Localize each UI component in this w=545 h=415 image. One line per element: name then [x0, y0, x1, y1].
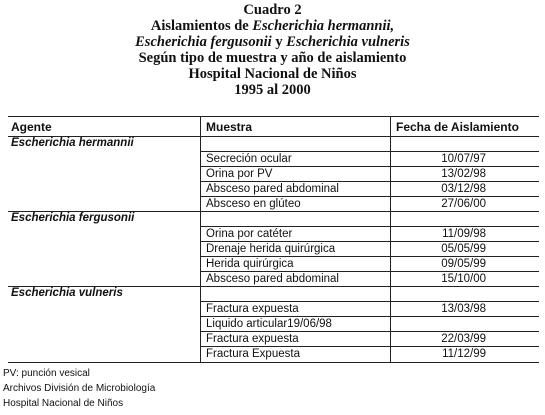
row-rule	[200, 151, 539, 152]
table-caption	[0, 2, 545, 98]
date-cell: 03/12/98	[441, 183, 486, 195]
date-cell: 13/03/98	[441, 303, 486, 315]
sample-cell: Fractura expuesta	[206, 303, 299, 315]
row-rule	[200, 166, 539, 167]
sample-cell: Drenaje herida quirúrgica	[206, 243, 336, 255]
sample-cell: Absceso en glúteo	[206, 198, 301, 210]
sample-cell: Liquido articular19/06/98	[206, 318, 332, 330]
sample-cell: Fractura Expuesta	[206, 348, 300, 360]
sample-cell: Secreción ocular	[206, 153, 292, 165]
date-cell: 11/09/98	[442, 228, 486, 240]
date-cell: 13/02/98	[441, 168, 486, 180]
date-cell: 05/05/99	[441, 243, 486, 255]
footnote: PV: punción vesical	[3, 368, 90, 379]
table-bottom-rule	[8, 362, 539, 363]
row-rule	[200, 181, 539, 182]
date-cell: 11/12/99	[442, 348, 486, 360]
row-rule	[200, 226, 539, 227]
sample-cell: Fractura expuesta	[206, 333, 299, 345]
header-sample: Muestra	[206, 120, 253, 134]
sample-cell: Herida quirúrgica	[206, 258, 294, 270]
row-rule	[200, 241, 539, 242]
group-name: Escherichia fergusonii	[11, 212, 135, 224]
caption-line-2: Aislamientos de Escherichia hermannii,	[150, 18, 395, 34]
row-rule	[200, 316, 539, 317]
sample-cell: Absceso pared abdominal	[206, 273, 339, 285]
sample-cell: Absceso pared abdominal	[206, 183, 339, 195]
table-top-rule	[8, 116, 539, 117]
row-rule	[200, 196, 539, 197]
group-name: Escherichia hermannii	[11, 137, 134, 149]
header-agent: Agente	[11, 120, 52, 134]
group-name: Escherichia vulneris	[11, 287, 123, 299]
header-date: Fecha de Aislamiento	[396, 120, 519, 134]
sample-cell: Orina por catéter	[206, 228, 293, 240]
date-cell: 27/06/00	[441, 198, 486, 210]
date-cell: 09/05/99	[441, 258, 486, 270]
row-rule	[200, 346, 539, 347]
caption-line-5: Hospital Nacional de Niños	[188, 66, 357, 82]
caption-line-6: 1995 al 2000	[234, 82, 311, 98]
row-rule	[200, 271, 539, 272]
row-rule	[200, 331, 539, 332]
footnote: Archivos División de Microbiología	[3, 383, 156, 394]
sample-cell: Orina por PV	[206, 168, 273, 180]
footnote: Hospital Nacional de Niños	[3, 398, 124, 409]
footnotes	[3, 366, 155, 411]
caption-number: Cuadro 2	[243, 2, 302, 18]
row-rule	[200, 301, 539, 302]
date-cell: 22/03/99	[441, 333, 486, 345]
caption-line-4: Según tipo de muestra y año de aislamiento	[138, 50, 407, 66]
date-cell: 10/07/97	[441, 153, 486, 165]
row-rule	[200, 256, 539, 257]
column-separator-2	[390, 116, 391, 362]
date-cell: 15/10/00	[441, 273, 486, 285]
column-separator-1	[200, 116, 201, 362]
caption-line-3: Escherichia fergusonii y Escherichia vulneris	[135, 34, 410, 50]
